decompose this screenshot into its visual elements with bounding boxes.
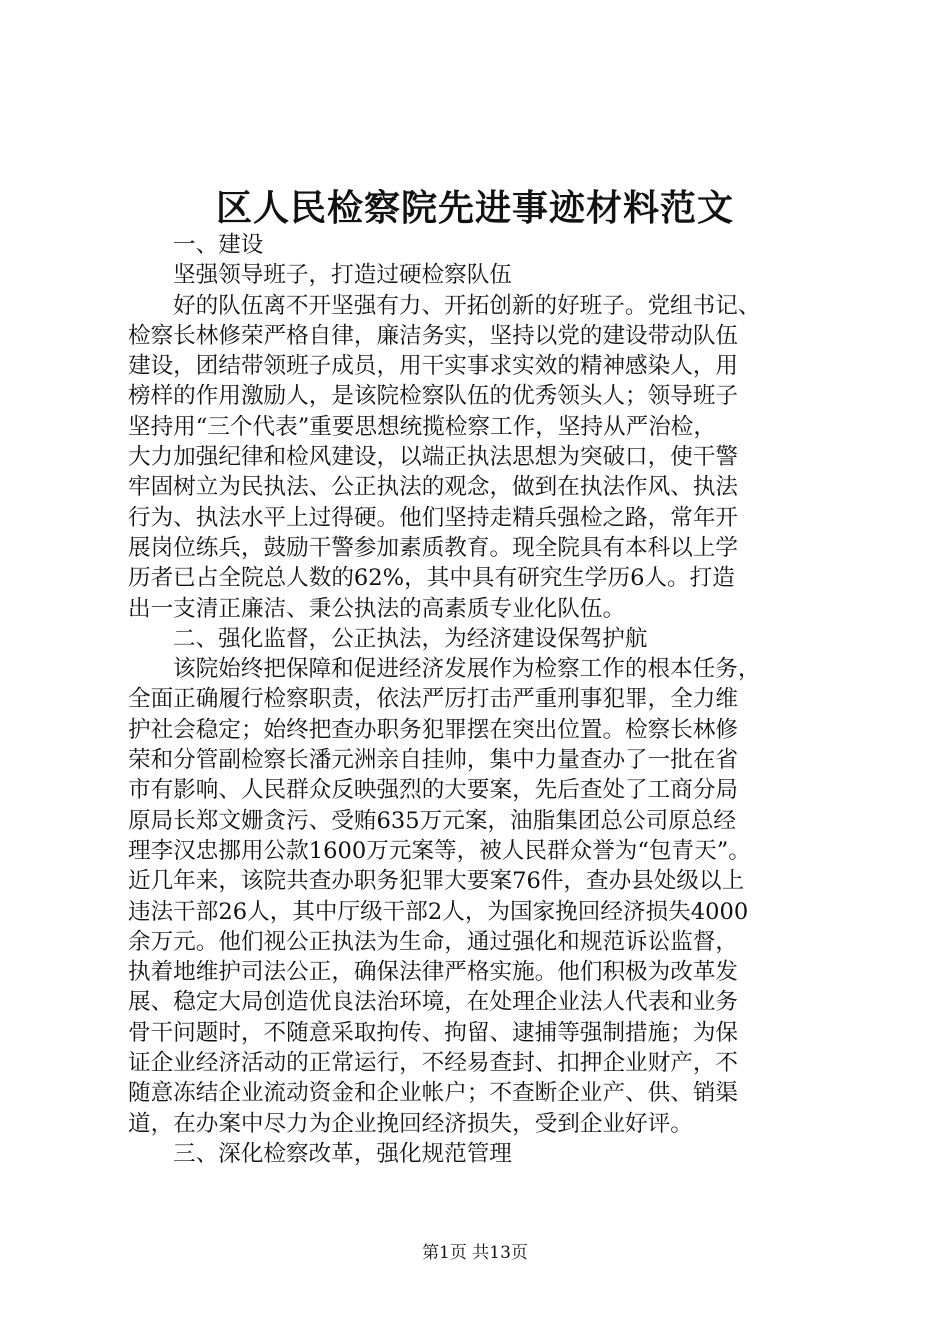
text-line: 道，在办案中尽力为企业挽回经济损失，受到企业好评。 (128, 1110, 693, 1137)
text-line: 三、深化检察改革，强化规范管理 (173, 1140, 512, 1167)
text-line: 大力加强纪律和检风建设，以端正执法思想为突破口，使干警 (128, 444, 739, 471)
text-line: 牢固树立为民执法、公正执法的观念，做到在执法作风、执法 (128, 474, 739, 501)
document-body (128, 230, 850, 1169)
text-line: 一、建设 (173, 232, 264, 258)
text-line: 骨干问题时，不随意采取拘传、拘留、逮捕等强制措施；为保 (128, 1019, 739, 1046)
text-line: 理李汉忠挪用公款1600万元案等，被人民群众誉为“包青天”。 (128, 837, 751, 864)
text-line: 违法干部26人，其中厅级干部2人，为国家挽回经济损失4000 (128, 898, 749, 925)
text-line: 历者已占全院总人数的62%，其中具有研究生学历6人。打造 (128, 565, 735, 592)
text-line: 二、强化监督，公正执法，为经济建设保驾护航 (173, 625, 648, 652)
text-line: 市有影响、人民群众反映强烈的大要案，先后查处了工商分局 (128, 777, 739, 804)
text-line: 执着地维护司法公正，确保法律严格实施。他们积极为改革发 (128, 959, 739, 986)
page-footer: 第1页 共13页 (422, 1243, 528, 1263)
text-line: 坚持用“三个代表”重要思想统揽检察工作，坚持从严治检， (128, 413, 716, 440)
text-line: 证企业经济活动的正常运行，不经易查封、扣押企业财产，不 (128, 1050, 739, 1077)
text-line: 全面正确履行检察职责，依法严厉打击严重刑事犯罪，全力维 (128, 686, 739, 713)
text-line: 荣和分管副检察长潘元洲亲自挂帅，集中力量查办了一批在省 (128, 747, 739, 774)
text-line: 随意冻结企业流动资金和企业帐户；不查断企业产、供、销渠 (128, 1080, 739, 1107)
text-line: 好的队伍离不开坚强有力、开拓创新的好班子。党组书记、 (173, 292, 761, 319)
text-line: 榜样的作用激励人，是该院检察队伍的优秀领头人；领导班子 (128, 383, 739, 410)
text-line: 行为、执法水平上过得硬。他们坚持走精兵强检之路，常年开 (128, 504, 739, 531)
text-line: 原局长郑文姗贪污、受贿635万元案，油脂集团总公司原总经 (128, 807, 736, 834)
text-line: 坚强领导班子，打造过硬检察队伍 (173, 262, 512, 289)
text-line: 该院始终把保障和促进经济发展作为检察工作的根本任务， (173, 656, 761, 683)
text-line: 近几年来，该院共查办职务犯罪大要案76件，查办县处级以上 (128, 868, 745, 895)
text-line: 检察长林修荣严格自律，廉洁务实，坚持以党的建设带动队伍 (128, 322, 739, 349)
text-line: 出一支清正廉洁、秉公执法的高素质专业化队伍。 (128, 595, 626, 622)
text-line: 建设，团结带领班子成员，用干实事求实效的精神感染人，用 (128, 353, 739, 380)
text-line: 余万元。他们视公正执法为生命，通过强化和规范诉讼监督， (128, 928, 739, 955)
text-line: 展岗位练兵，鼓励干警参加素质教育。现全院具有本科以上学 (128, 534, 739, 561)
document-title: 区人民检察院先进事迹材料范文 (215, 187, 734, 229)
text-line: 展、稳定大局创造优良法治环境，在处理企业法人代表和业务 (128, 989, 739, 1016)
text-line: 护社会稳定；始终把查办职务犯罪摆在突出位置。检察长林修 (128, 716, 739, 743)
